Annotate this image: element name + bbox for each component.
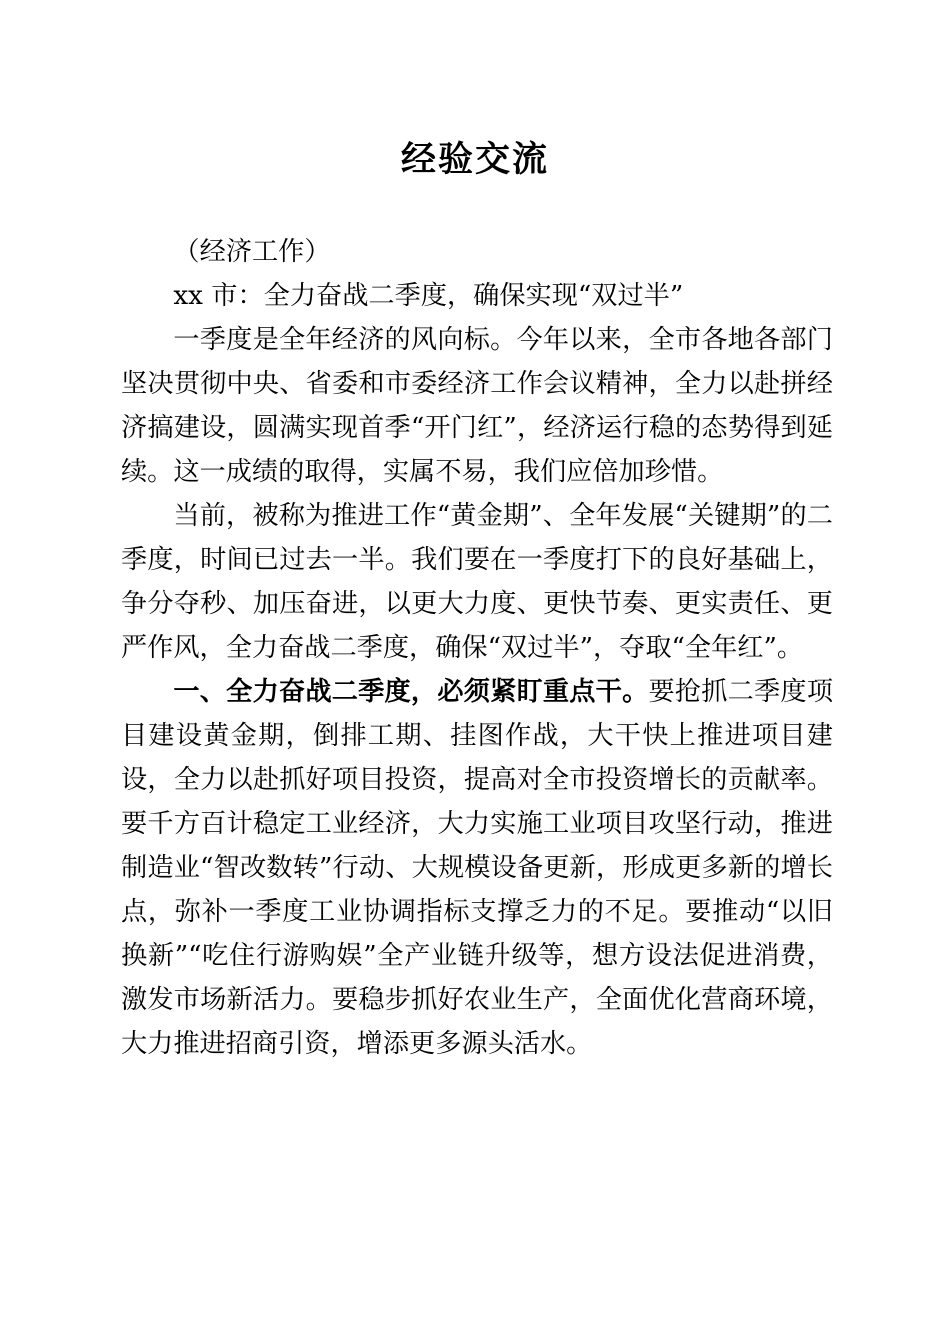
section-1-text: 要抢抓二季度项目建设黄金期，倒排工期、挂图作战，大干快上推进项目建设，全力以赴抓好项目投资，提高对全市投资增长的贡献率。要千方百计稳定工业经济，大力实施工业项目攻坚行动，推进制造业“智改数转”行动、大规模设备更新，形成更多新的增长点，弥补一季度工业协调指标支撑乏力的不足。要推动“以旧换新”“吃住行游购娱”全产业链升级等，想方设法促进消费，激发市场新活力。要稳步抓好农业生产，全面优化营商环境，大力推进招商引资，增添更多源头活水。 — [121, 677, 834, 1059]
subtitle-line: xx 市：全力奋战二季度，确保实现“双过半” — [173, 281, 684, 311]
category-line: （经济工作） — [173, 237, 331, 267]
paragraph-2: 当前，被称为推进工作“黄金期”、全年发展“关键期”的二季度，时间已过去一半。我们要在一季度打下的良好基础上，争分夺秒、加压奋进，以更大力度、更快节奏、更实责任、更严作风，全力奋战二季度，确保“双过半”，夺取“全年红”。 — [121, 501, 833, 663]
document-body — [121, 230, 833, 1066]
section-1-paragraph — [121, 670, 833, 1066]
document-title: 经验交流 — [400, 139, 549, 180]
paragraph-1: 一季度是全年经济的风向标。今年以来，全市各地各部门坚决贯彻中央、省委和市委经济工作会议精神，全力以赴拼经济搞建设，圆满实现首季“开门红”，经济运行稳的态势得到延续。这一成绩的取得，实属不易，我们应倍加珍惜。 — [121, 325, 833, 487]
section-1-heading: 一、全力奋战二季度，必须紧盯重点干。 — [173, 677, 649, 707]
